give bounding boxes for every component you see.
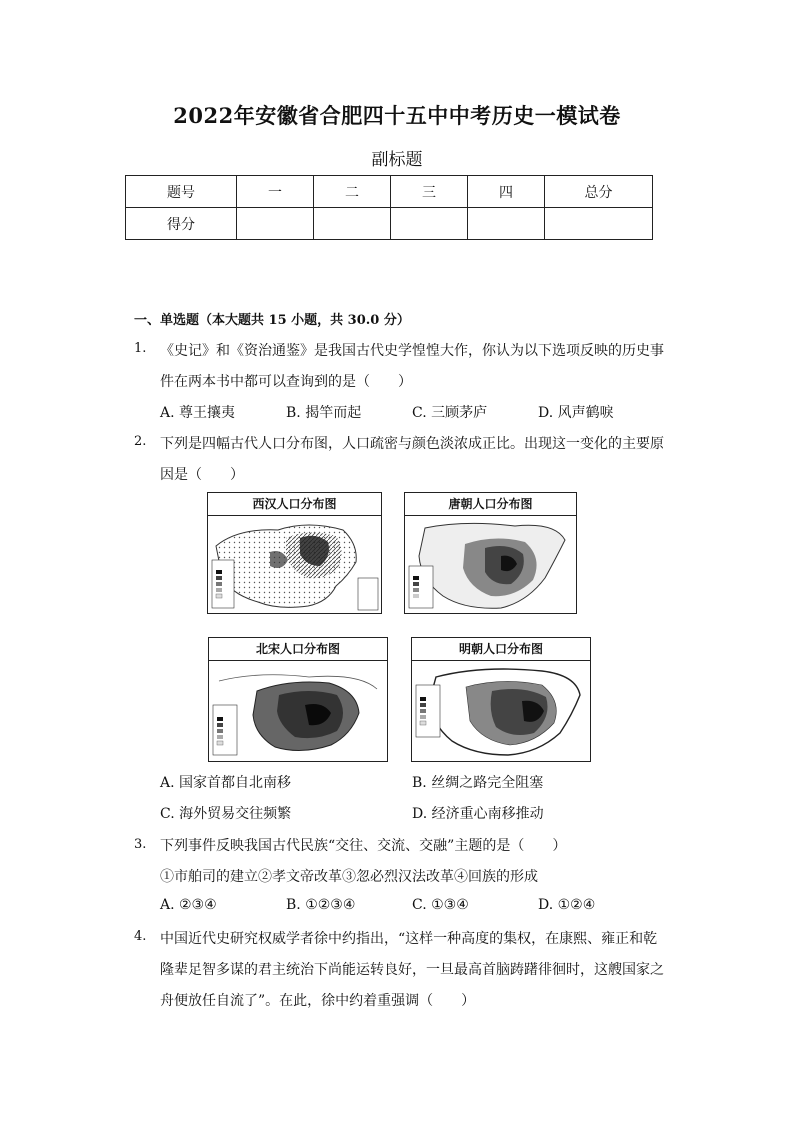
score-input-cell[interactable]	[237, 208, 314, 240]
page-subtitle: 副标题	[371, 150, 423, 170]
option-c[interactable]: C. 海外贸易交往频繁	[160, 806, 292, 822]
score-table-header-row	[126, 176, 653, 208]
map-title: 北宋人口分布图	[209, 638, 387, 661]
question-number: 4.	[134, 929, 147, 944]
question-text-line: 《史记》和《资治通鉴》是我国古代史学惶惶大作，你认为以下选项反映的历史事	[160, 343, 664, 359]
question-text-line: 件在两本书中都可以查询到的是（ ）	[160, 374, 412, 390]
option-d[interactable]: D. ①②④	[538, 897, 596, 913]
option-b[interactable]: B. 丝绸之路完全阻塞	[412, 775, 544, 791]
question-text-line: 中国近代史研究权威学者徐中约指出，“这样一种高度的集权，在康熙、雍正和乾	[160, 931, 658, 947]
score-input-cell[interactable]	[391, 208, 468, 240]
population-map-graphic	[412, 661, 590, 761]
question-text-line: 隆辈足智多谋的君主统治下尚能运转良好，一旦最高首脑踌躇徘徊时，这艘国家之	[160, 962, 664, 978]
option-b[interactable]: B. 揭竿而起	[286, 405, 362, 421]
map-title: 西汉人口分布图	[208, 493, 381, 516]
question-text-line: 因是（ ）	[160, 467, 244, 483]
question-number: 2.	[134, 434, 147, 449]
question-number: 1.	[134, 341, 147, 356]
page-title: 2022年安徽省合肥四十五中中考历史一模试卷	[173, 103, 621, 128]
map-western-han	[207, 492, 382, 614]
score-header-cell: 二	[314, 176, 391, 208]
question-text-line: 下列是四幅古代人口分布图，人口疏密与颜色淡浓成正比。出现这一变化的主要原	[160, 436, 664, 452]
score-header-cell: 题号	[126, 176, 237, 208]
option-b[interactable]: B. ①②③④	[286, 897, 356, 913]
map-ming	[411, 637, 591, 762]
score-input-cell[interactable]	[468, 208, 545, 240]
map-title: 明朝人口分布图	[412, 638, 590, 661]
option-a[interactable]: A. ②③④	[160, 897, 217, 913]
question-text-line: 舟便放任自流了”。在此，徐中约着重强调（ ）	[160, 993, 476, 1009]
population-map-graphic	[209, 661, 387, 761]
score-header-cell: 一	[237, 176, 314, 208]
map-tang	[404, 492, 577, 614]
option-c[interactable]: C. ①③④	[412, 897, 469, 913]
map-northern-song	[208, 637, 388, 762]
question-number: 3.	[134, 837, 147, 852]
question-text-line: 下列事件反映我国古代民族“交往、交流、交融”主题的是（ ）	[160, 838, 567, 854]
population-map-graphic	[405, 516, 576, 613]
option-a[interactable]: A. 国家首都自北南移	[160, 775, 292, 791]
map-title: 唐朝人口分布图	[405, 493, 576, 516]
section-heading: 一、单选题（本大题共 15 小题，共 30.0 分）	[134, 313, 410, 328]
score-input-cell[interactable]	[314, 208, 391, 240]
score-input-cell[interactable]	[545, 208, 653, 240]
score-header-cell: 四	[468, 176, 545, 208]
score-table-score-row	[126, 208, 653, 240]
population-map-graphic	[208, 516, 381, 613]
option-c[interactable]: C. 三顾茅庐	[412, 405, 488, 421]
option-a[interactable]: A. 尊王攘夷	[160, 405, 236, 421]
score-header-cell: 总分	[545, 176, 653, 208]
score-table	[125, 175, 653, 240]
option-d[interactable]: D. 经济重心南移推动	[412, 806, 544, 822]
question-text-line: ①市舶司的建立②孝文帝改革③忽必烈汉法改革④回族的形成	[160, 869, 538, 885]
option-d[interactable]: D. 风声鹤唳	[538, 405, 614, 421]
score-header-cell: 三	[391, 176, 468, 208]
score-row-label: 得分	[126, 208, 237, 240]
